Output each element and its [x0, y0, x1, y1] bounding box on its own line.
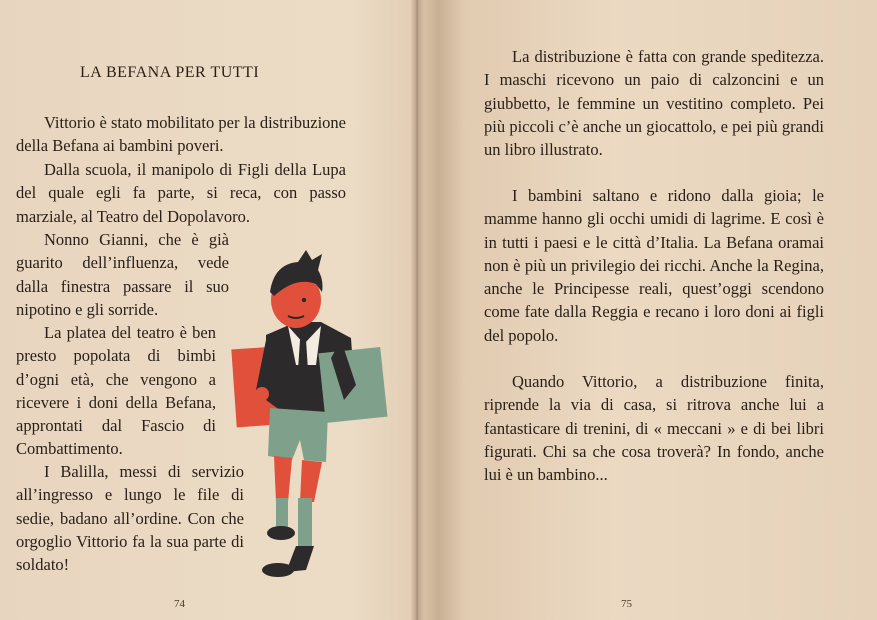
right-paragraph-3: Quando Vittorio, a distribuzione finita, riprende la via di casa, si ritrova anche lui a fantasticare di trenini, di « meccani » e di bei libri figurati. Chi sa che cosa troverà? In fondo, anche lui è un bambino...: [484, 372, 824, 485]
left-paragraph-1: Vittorio è stato mobilitato per la distribuzione della Befana ai bambini poveri.: [16, 113, 346, 156]
left-page: [0, 0, 410, 620]
left-paragraph-4: La platea del teatro è ben presto popolata di bimbi d’ogni età, che vengono a ricevere i doni della Befana, approntati dal Fascio di Combattimento.: [16, 323, 216, 459]
page-number: 74: [174, 598, 185, 610]
chapter-title: LA BEFANA PER TUTTI: [80, 64, 260, 81]
right-paragraph-1: La distribuzione è fatta con grande speditezza. I maschi ricevono un paio di calzoncini e un giubbetto, le femmine un vestitino completo. Pei più piccoli c’è anche un giocattolo, e pei più grandi un libro illustrato.: [484, 47, 824, 160]
left-paragraph-5: I Balilla, messi di servizio all’ingresso e lungo le file di sedie, badano all’ordine. Con che orgoglio Vittorio fa la sua parte di soldato!: [16, 462, 244, 575]
book-gutter: [410, 0, 424, 620]
boy-with-gifts-illustration: [226, 240, 392, 580]
left-paragraph-2: Dalla scuola, il manipolo di Figli della Lupa del quale egli fa parte, si reca, con passo marziale, al Teatro del Dopolavoro.: [16, 160, 346, 226]
left-paragraph-3: Nonno Gianni, che è già guarito dell’influenza, vede dalla finestra passare il suo nipotino e gli sorride.: [16, 230, 229, 319]
page-number: 75: [621, 598, 632, 610]
right-page: [424, 0, 877, 620]
right-paragraph-2: I bambini saltano e ridono dalla gioia; le mamme hanno gli occhi umidi di lagrime. E così è in tutti i paesi e le città d’Italia. La Befana oramai non è più un privilegio dei ricchi. Anche la Regina, anche le Principesse reali, quest’oggi scendono come fate dalla Reggia e recano i loro doni ai figli del popolo.: [484, 186, 824, 345]
